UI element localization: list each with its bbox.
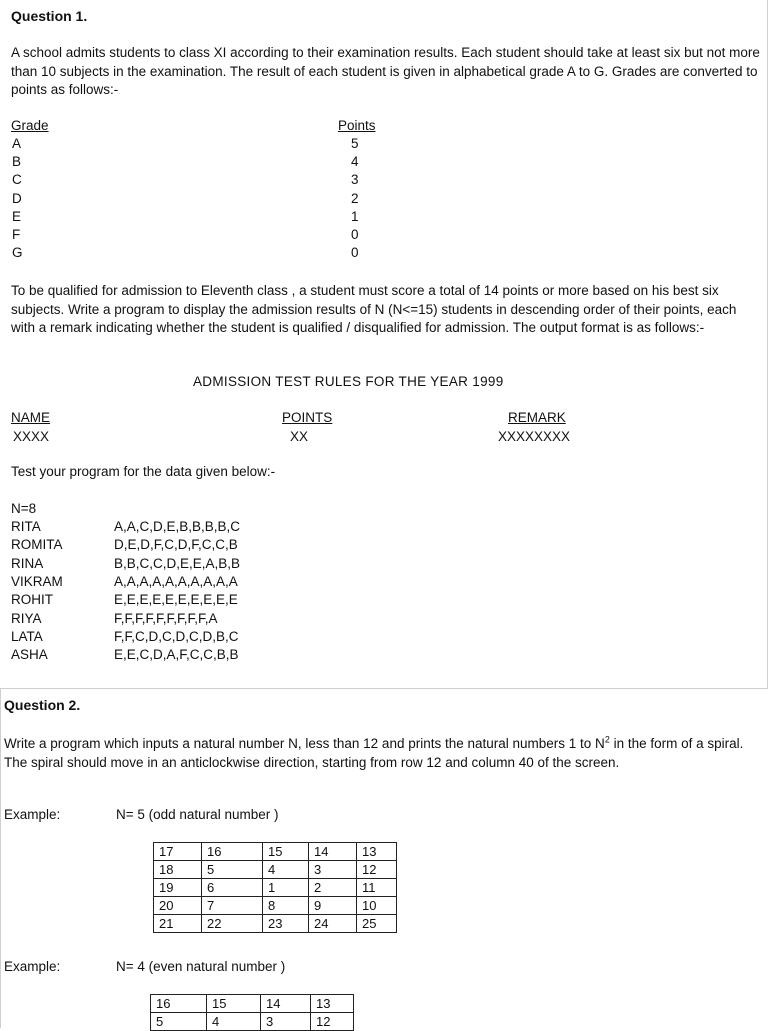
table-cell: 23: [263, 915, 309, 933]
table-cell: 24: [309, 915, 357, 933]
student-name: RITA: [11, 519, 41, 534]
table-cell: 11: [357, 879, 397, 897]
question-1-intro: A school admits students to class XI according to their examination results. Each student should take at least six but not more than 10 subjects in the examination. The result of each student is given in alphabetical grade A to G. Grades are converted to points as follows:-: [11, 45, 760, 97]
student-name: ROMITA: [11, 537, 63, 553]
student-grades: F,F,C,D,C,D,C,D,B,C: [114, 628, 239, 644]
sample-name: XXXX: [13, 429, 50, 444]
student-grades: A,A,C,D,E,B,B,B,B,C: [114, 519, 241, 534]
grade-header: Grade: [11, 118, 49, 133]
spiral-table-even: [150, 994, 354, 1031]
grade-letter: A: [12, 136, 22, 151]
table-cell: 12: [357, 861, 397, 879]
table-cell: 16: [202, 843, 263, 861]
test-intro: Test your program for the data given below:-: [11, 464, 276, 479]
table-cell: 14: [309, 843, 357, 861]
student-grades: B,B,C,C,D,E,E,A,B,B: [114, 555, 241, 571]
student-name: RIYA: [11, 610, 42, 626]
sample-remark: XXXXXXXX: [498, 429, 571, 444]
grade-letter: E: [12, 208, 22, 224]
table-row: [154, 861, 397, 879]
col-points-header: POINTS: [282, 410, 333, 425]
sample-points: XX: [290, 429, 309, 444]
table-cell: 15: [207, 995, 261, 1013]
spiral-table-odd: [153, 842, 397, 933]
table-row: [151, 995, 354, 1013]
table-cell: 4: [207, 1013, 261, 1031]
question-2-title: Question 2.: [4, 697, 81, 713]
table-cell: 13: [357, 843, 397, 861]
table-cell: 25: [357, 915, 397, 933]
col-remark-header: REMARK: [508, 410, 566, 425]
table-cell: 17: [154, 843, 202, 861]
table-cell: 2: [309, 879, 357, 897]
table-cell: 9: [309, 897, 357, 915]
student-name: LATA: [11, 628, 43, 644]
table-cell: 21: [154, 915, 202, 933]
student-grades: D,E,D,F,C,D,F,C,C,B: [114, 537, 238, 553]
grade-points: 2: [351, 190, 359, 206]
question-2-body-part2: in the form of a spiral. The spiral should move in an anticlockwise direction, starting from row 12 and column 40 of the screen.: [4, 736, 744, 770]
table-cell: 12: [311, 1013, 354, 1031]
table-cell: 15: [263, 843, 309, 861]
student-name: RINA: [11, 555, 44, 571]
n-line: N=8: [11, 501, 37, 516]
table-row: [154, 915, 397, 933]
student-grades: F,F,F,F,F,F,F,F,F,A: [114, 610, 218, 626]
grade-letter: C: [12, 172, 22, 188]
question-1-body: To be qualified for admission to Eleventh class , a student must score a total of 14 points or more based on his best six subjects. Write a program to display the admission results of N (N<=15) students in descending order of their points, each with a remark indicating whether the student is qualified / disqualified for admission. The output format is as follows:-: [11, 283, 737, 335]
example-1-label: Example:: [4, 807, 61, 822]
table-cell: 3: [309, 861, 357, 879]
table-cell: 16: [151, 995, 207, 1013]
table-cell: 19: [154, 879, 202, 897]
grade-points: 0: [351, 227, 359, 242]
student-grades: A,A,A,A,A,A,A,A,A,A: [114, 573, 238, 589]
question-2-body: [4, 735, 764, 772]
grade-letter: F: [12, 227, 21, 242]
table-row: [154, 879, 397, 897]
table-cell: 20: [154, 897, 202, 915]
table-cell: 18: [154, 861, 202, 879]
question-2-body-superscript: 2: [604, 734, 610, 745]
example-1-text: N= 5 (odd natural number ): [116, 807, 279, 822]
grade-points: 5: [351, 136, 359, 151]
table-cell: 6: [202, 879, 263, 897]
table-cell: 22: [202, 915, 263, 933]
grade-letter: B: [12, 154, 22, 170]
student-name: VIKRAM: [11, 573, 63, 589]
student-grades: E,E,E,E,E,E,E,E,E,E: [114, 592, 238, 608]
table-cell: 7: [202, 897, 263, 915]
student-name: ASHA: [11, 647, 48, 663]
table-cell: 13: [311, 995, 354, 1013]
points-header: Points: [338, 118, 376, 133]
grade-points: 3: [351, 172, 359, 188]
table-cell: 5: [151, 1013, 207, 1031]
table-cell: 14: [261, 995, 311, 1013]
question-1-title: Question 1.: [11, 8, 88, 24]
table-row: [151, 1013, 354, 1031]
student-grades: E,E,C,D,A,F,C,C,B,B: [114, 647, 239, 663]
grade-points: 0: [351, 245, 359, 261]
example-2-text: N= 4 (even natural number ): [116, 959, 286, 974]
output-title: ADMISSION TEST RULES FOR THE YEAR 1999: [193, 374, 504, 389]
table-cell: 4: [263, 861, 309, 879]
question-2-body-part1: Write a program which inputs a natural number N, less than 12 and prints the natural numbers 1 to N: [4, 736, 605, 751]
col-name-header: NAME: [11, 410, 51, 425]
grade-letter: G: [12, 245, 23, 261]
student-name: ROHIT: [11, 592, 53, 608]
grade-letter: D: [12, 190, 22, 206]
table-cell: 8: [263, 897, 309, 915]
grade-points: 4: [351, 154, 359, 170]
table-cell: 1: [263, 879, 309, 897]
table-cell: 3: [261, 1013, 311, 1031]
grade-points: 1: [351, 208, 359, 224]
table-cell: 5: [202, 861, 263, 879]
table-cell: 10: [357, 897, 397, 915]
example-2-label: Example:: [4, 959, 61, 974]
table-row: [154, 897, 397, 915]
table-row: [154, 843, 397, 861]
